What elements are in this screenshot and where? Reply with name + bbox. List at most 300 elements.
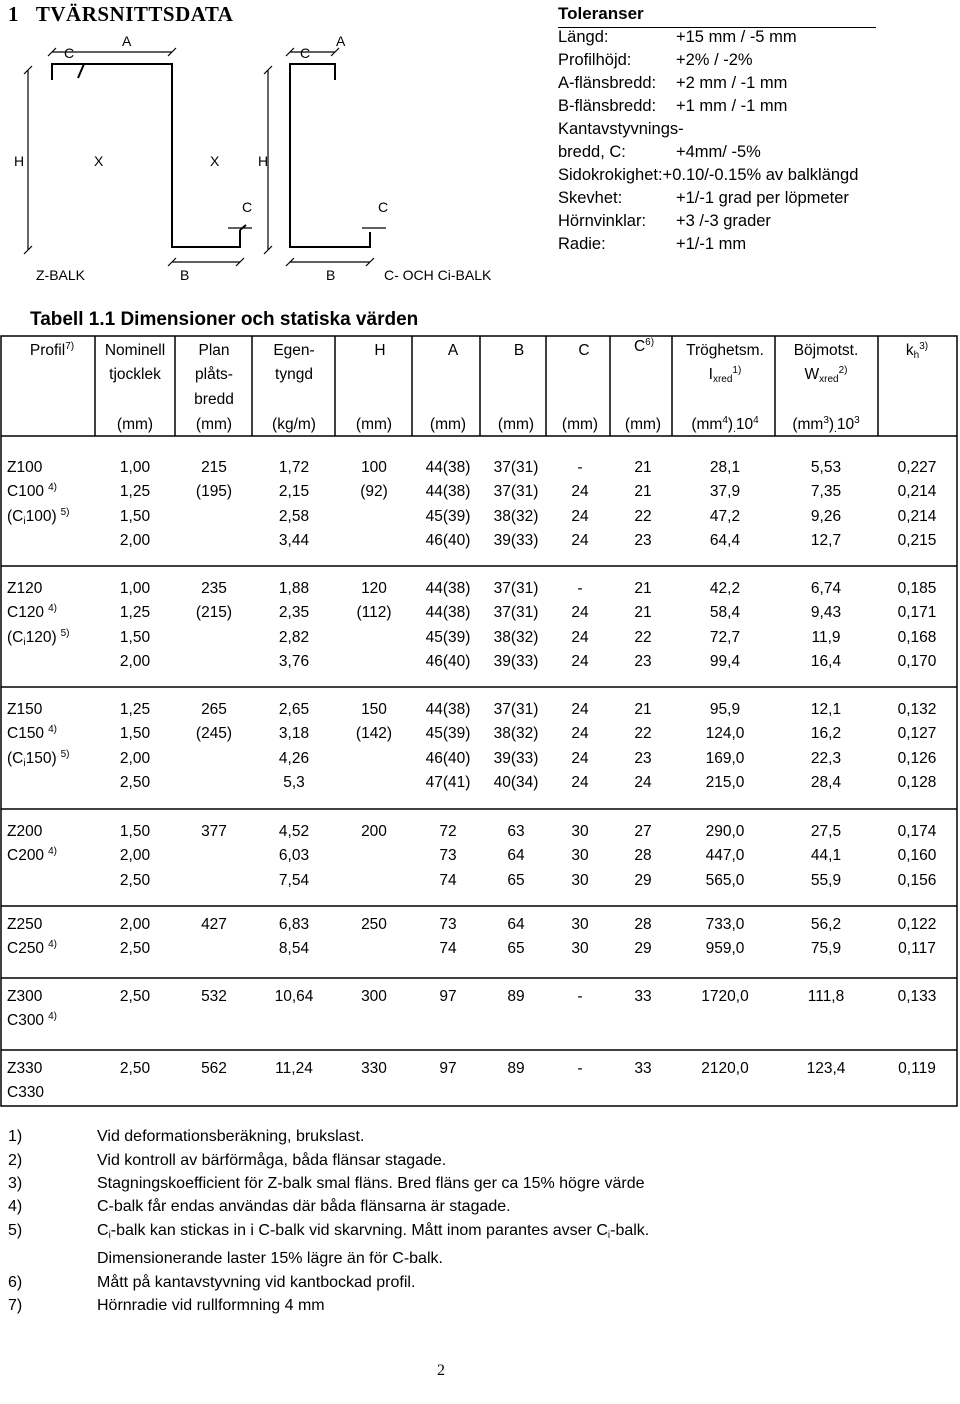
cell-c: - xyxy=(577,988,583,1005)
hdr-h: H xyxy=(374,342,386,359)
cell-c: 30 xyxy=(571,823,589,840)
profile-label xyxy=(7,508,70,526)
cell-plan: 377 xyxy=(201,823,227,840)
cell-plan: (245) xyxy=(195,725,233,743)
cell-plan: 215 xyxy=(201,459,227,476)
cell-b: 63 xyxy=(507,823,525,840)
tolerance-label: B-flänsbredd: xyxy=(558,97,657,115)
cell-c6: 21 xyxy=(634,580,652,597)
cell-ixred: 169,0 xyxy=(705,749,745,767)
cell-tjocklek: 2,00 xyxy=(119,847,151,865)
hdr-unit-w: $(mm^3)_.10^3$ xyxy=(792,415,860,435)
cell-b: 64 xyxy=(507,847,525,865)
cell-kh: 0,227 xyxy=(897,459,937,476)
cell-h: 330 xyxy=(361,1060,387,1077)
cell-a: 73 xyxy=(439,916,457,933)
cell-tjocklek: 1,50 xyxy=(119,507,151,525)
tolerance-value: +15 mm / -5 mm xyxy=(676,28,797,46)
cell-c6: 22 xyxy=(634,725,652,743)
cell-ixred: 1720,0 xyxy=(701,988,749,1005)
c-profile-shape xyxy=(290,64,370,247)
cell-kh: 0,132 xyxy=(897,701,937,718)
cell-h: 200 xyxy=(361,823,387,840)
cell-a: 44(38) xyxy=(425,604,471,622)
cell-b: 37(31) xyxy=(493,459,539,476)
cell-kh: 0,126 xyxy=(897,749,937,767)
hdr-c: C xyxy=(578,342,590,359)
cell-ixred: 58,4 xyxy=(709,604,741,622)
cell-kh: 0,214 xyxy=(897,507,937,525)
cell-tjocklek: 1,50 xyxy=(119,725,151,743)
footnote-number: 4) xyxy=(8,1198,23,1215)
cell-ixred: 959,0 xyxy=(705,940,745,958)
section-number: 1 xyxy=(8,2,19,26)
hdr-c6: $C^{6)}$ xyxy=(633,337,655,355)
cell-c: 30 xyxy=(571,940,589,958)
label-h-c: H xyxy=(258,153,269,169)
cell-egen: 2,82 xyxy=(278,628,310,646)
cell-kh: 0,156 xyxy=(897,871,937,889)
footnote-text: Vid kontroll av bärförmåga, båda flänsar stagade. xyxy=(97,1152,447,1169)
hdr-unit-tjocklek: (mm) xyxy=(116,416,154,433)
cell-ixred: 565,0 xyxy=(705,871,745,889)
cell-b: 38(32) xyxy=(493,725,539,743)
cell-wxred: 111,8 xyxy=(807,988,845,1005)
label-b-z: B xyxy=(180,267,190,283)
profile-label xyxy=(7,916,42,934)
footnote-text: Stagningskoefficient för Z-balk smal fläns. Bred fläns ger ca 15% högre värde xyxy=(97,1175,645,1192)
cell-c6: 23 xyxy=(634,652,652,670)
cell-egen: 2,58 xyxy=(278,507,310,525)
cell-egen: 3,44 xyxy=(278,531,310,549)
cell-kh: 0,170 xyxy=(897,652,937,670)
cell-egen: 3,76 xyxy=(278,652,310,670)
cell-tjocklek: 1,50 xyxy=(119,823,151,840)
cell-wxred: 16,4 xyxy=(810,652,842,670)
cell-tjocklek: 2,50 xyxy=(119,988,151,1005)
hdr-unit-plan: (mm) xyxy=(195,416,233,433)
cell-a: 72 xyxy=(439,823,457,840)
cell-h: 100 xyxy=(361,459,387,476)
footnote-part: -balk kan stickas in i C-balk vid skarvning. Mått inom parantes avser C xyxy=(110,1222,608,1239)
cell-egen: 2,15 xyxy=(278,483,310,501)
tolerance-value: +3 /-3 grader xyxy=(676,212,771,230)
tolerance-value: +1/-1 grad per löpmeter xyxy=(676,189,849,207)
cell-egen: 11,24 xyxy=(275,1060,313,1077)
cell-tjocklek: 2,00 xyxy=(119,652,151,670)
cell-c: - xyxy=(577,1060,583,1077)
footnote-sub: i xyxy=(607,1230,611,1241)
label-c-z2: C xyxy=(242,199,253,215)
cell-wxred: 28,4 xyxy=(810,773,842,791)
profile-label xyxy=(7,1084,44,1102)
cell-h: 300 xyxy=(361,988,387,1005)
hdr-a: A xyxy=(447,342,459,359)
profile-label-text: (C xyxy=(7,507,24,525)
cell-c6: 29 xyxy=(634,871,652,889)
footnote-part: -balk. xyxy=(610,1222,650,1239)
cell-wxred: 75,9 xyxy=(810,940,842,958)
cell-ixred: 42,2 xyxy=(709,580,741,597)
table-title: Tabell 1.1 Dimensioner och statiska värden xyxy=(30,309,419,330)
footnote-text: C-balk får endas användas där båda flänsarna är stagade. xyxy=(97,1198,511,1215)
cell-plan: (215) xyxy=(195,604,233,622)
cell-ixred: 290,0 xyxy=(705,823,745,840)
tolerance-value: +2% / -2% xyxy=(676,51,753,69)
cell-c6: 28 xyxy=(634,847,652,865)
profile-label-text: Z120 xyxy=(7,580,43,597)
cell-h: (112) xyxy=(356,604,392,622)
cell-h: 120 xyxy=(361,580,387,597)
profile-label-sup: 5) xyxy=(60,506,70,518)
tolerance-value: +2 mm / -1 mm xyxy=(676,74,788,92)
cell-wxred: 44,1 xyxy=(810,847,842,865)
hdr-egen: Egen- xyxy=(273,342,315,359)
profile-label xyxy=(7,604,57,622)
hdr-b: B xyxy=(513,342,525,359)
cell-kh: 0,168 xyxy=(897,628,937,646)
profile-label-sup: 4) xyxy=(48,846,57,858)
hdr-bojmotst: Böjmotst. xyxy=(793,342,859,359)
tolerance-label: Skevhet: xyxy=(558,189,623,207)
hdr-unit-b: (mm) xyxy=(497,416,535,433)
cell-b: 65 xyxy=(507,940,525,958)
cell-egen: 10,64 xyxy=(274,988,314,1005)
cell-kh: 0,119 xyxy=(898,1060,936,1077)
profile-label-text: Z100 xyxy=(7,459,43,476)
cell-tjocklek: 1,25 xyxy=(119,604,151,622)
hdr-bredd: bredd xyxy=(194,391,234,408)
cell-kh: 0,128 xyxy=(897,773,937,791)
cell-c: 24 xyxy=(571,628,589,646)
cell-a: 44(38) xyxy=(425,580,471,597)
tolerance-label: Sidokrokighet:+0.10/-0.15% av balklängd xyxy=(558,166,859,184)
label-x-z2: X xyxy=(210,153,220,169)
label-a-z: A xyxy=(122,33,132,49)
cell-tjocklek: 2,00 xyxy=(119,531,151,549)
cell-egen: 4,26 xyxy=(278,749,310,767)
cell-kh: 0,117 xyxy=(898,940,936,958)
hdr-unit-c: (mm) xyxy=(561,416,599,433)
cell-plan: (195) xyxy=(195,483,233,501)
tolerance-label: bredd, C: xyxy=(558,143,626,161)
caption-c-balk: C- OCH Ci-BALK xyxy=(384,267,492,283)
label-h-z: H xyxy=(14,153,25,169)
cell-egen: 3,18 xyxy=(278,725,310,743)
cell-egen: 5,3 xyxy=(283,773,305,791)
cell-ixred: 47,2 xyxy=(709,507,741,525)
footnote-number: 7) xyxy=(8,1297,23,1314)
profile-label-text: Z300 xyxy=(7,988,43,1005)
cell-egen: 4,52 xyxy=(278,823,310,840)
tolerance-value: +1 mm / -1 mm xyxy=(676,97,788,115)
cell-a: 74 xyxy=(439,940,457,958)
cell-ixred: 447,0 xyxy=(705,847,745,865)
cell-c6: 27 xyxy=(634,823,652,840)
profile-label xyxy=(7,629,70,647)
cell-a: 44(38) xyxy=(425,459,471,476)
tolerance-label: Hörnvinklar: xyxy=(558,212,647,230)
cell-c6: 22 xyxy=(634,507,652,525)
cell-wxred: 11,9 xyxy=(811,628,841,646)
cell-h: (92) xyxy=(360,483,388,501)
cell-tjocklek: 2,50 xyxy=(119,773,151,791)
cell-b: 37(31) xyxy=(493,604,539,622)
profile-label xyxy=(7,823,42,841)
cell-tjocklek: 2,50 xyxy=(119,940,151,958)
tolerance-value: +4mm/ -5% xyxy=(676,143,761,161)
hdr-unit-c6: (mm) xyxy=(624,416,662,433)
cell-ixred: 72,7 xyxy=(709,628,741,646)
cell-wxred: 22,3 xyxy=(810,749,842,767)
profile-label xyxy=(7,1060,42,1078)
cell-b: 37(31) xyxy=(493,701,539,718)
cell-egen: 1,88 xyxy=(278,580,310,597)
cell-wxred: 56,2 xyxy=(810,916,842,933)
footnote-number: 1) xyxy=(8,1128,23,1145)
cell-plan: 235 xyxy=(201,580,227,597)
profile-label-text: C200 xyxy=(7,847,45,865)
footnote-number: 3) xyxy=(8,1175,23,1192)
cell-tjocklek: 1,25 xyxy=(119,701,151,718)
cell-b: 38(32) xyxy=(493,628,539,646)
cell-ixred: 95,9 xyxy=(709,701,741,718)
label-a-c: A xyxy=(336,33,346,49)
profile-label xyxy=(7,847,57,865)
cell-a: 46(40) xyxy=(425,531,471,549)
cell-a: 97 xyxy=(439,988,457,1005)
cell-a: 74 xyxy=(439,871,457,889)
cell-a: 47(41) xyxy=(425,773,471,791)
profile-label xyxy=(7,701,42,719)
cell-tjocklek: 1,50 xyxy=(119,628,151,646)
cell-c: 24 xyxy=(571,773,589,791)
tolerances-title: Toleranser xyxy=(558,4,644,23)
cell-kh: 0,133 xyxy=(897,988,937,1005)
cell-egen: 2,35 xyxy=(278,604,310,622)
profile-label-sup: 5) xyxy=(60,748,70,760)
profile-label-sup: 5) xyxy=(60,627,70,639)
cell-kh: 0,122 xyxy=(897,916,937,933)
cell-wxred: 7,35 xyxy=(810,483,842,501)
cell-a: 45(39) xyxy=(425,628,471,646)
label-b-c: B xyxy=(326,267,336,283)
tolerance-label: Radie: xyxy=(558,235,606,253)
cell-c: 24 xyxy=(571,483,589,501)
profile-label xyxy=(7,750,70,768)
label-c-z: C xyxy=(64,45,75,61)
hdr-plan: Plan xyxy=(198,342,230,359)
tolerance-value: +1/-1 mm xyxy=(676,235,747,253)
cell-wxred: 5,53 xyxy=(810,459,842,476)
cell-egen: 7,54 xyxy=(278,871,310,889)
profile-label-text: C150 xyxy=(7,725,45,743)
cell-wxred: 55,9 xyxy=(810,871,842,889)
profile-label xyxy=(7,1012,57,1030)
cell-kh: 0,127 xyxy=(897,725,937,743)
cell-egen: 2,65 xyxy=(278,701,310,718)
cell-a: 44(38) xyxy=(425,701,471,718)
profile-label-sup: 4) xyxy=(48,603,57,615)
footnote-part: C xyxy=(97,1222,109,1239)
tolerance-label: Profilhöjd: xyxy=(558,51,632,69)
cell-b: 38(32) xyxy=(493,507,539,525)
hdr-ixred: $I_{xred}^{1)}$ xyxy=(708,365,742,385)
cell-c6: 21 xyxy=(634,483,652,501)
profile-label-text: Z330 xyxy=(7,1060,43,1077)
footnote-text: Dimensionerande laster 15% lägre än för C-balk. xyxy=(97,1250,443,1267)
hdr-nominell: Nominell xyxy=(104,342,166,359)
footnote-number: 2) xyxy=(8,1152,23,1169)
cell-egen: 8,54 xyxy=(278,940,310,958)
cell-tjocklek: 2,50 xyxy=(119,1060,151,1077)
dimension-table xyxy=(0,335,958,1404)
cell-c6: 23 xyxy=(634,531,652,549)
profile-label-text: (C xyxy=(7,628,24,646)
cell-wxred: 16,2 xyxy=(810,725,842,743)
profile-label-tail: 120) xyxy=(25,628,57,646)
cell-ixred: 215,0 xyxy=(705,773,745,791)
cell-b: 40(34) xyxy=(493,773,539,791)
cell-tjocklek: 1,25 xyxy=(119,483,151,501)
cell-ixred: 733,0 xyxy=(705,916,745,933)
section-heading xyxy=(8,2,233,27)
cell-plan: 427 xyxy=(201,916,227,933)
cell-h: 250 xyxy=(361,916,387,933)
profile-label-text: (C xyxy=(7,749,24,767)
profile-label-text: C120 xyxy=(7,604,45,622)
tolerance-label: A-flänsbredd: xyxy=(558,74,657,92)
cell-a: 44(38) xyxy=(425,483,471,501)
cell-ixred: 2120,0 xyxy=(701,1060,749,1077)
cell-c6: 29 xyxy=(634,940,652,958)
cell-c: 24 xyxy=(571,725,589,743)
cell-c6: 21 xyxy=(634,604,652,622)
profile-label-text: Z200 xyxy=(7,823,43,840)
profile-label-sup: 4) xyxy=(48,482,57,494)
cell-wxred: 12,1 xyxy=(810,701,842,718)
cell-b: 37(31) xyxy=(493,580,539,597)
cell-c: 30 xyxy=(571,916,589,933)
profile-label-sub: i xyxy=(23,757,26,769)
footnote-sub: i xyxy=(108,1230,111,1241)
tolerance-label: Kantavstyvnings- xyxy=(558,120,684,138)
hdr-unit-tyngd: (kg/m) xyxy=(272,416,316,433)
cell-plan: 562 xyxy=(201,1060,227,1077)
cell-h: (142) xyxy=(355,725,393,743)
profile-label-text: C100 xyxy=(7,483,45,501)
cell-kh: 0,174 xyxy=(897,823,937,840)
footnote-text xyxy=(97,1222,649,1240)
caption-z-balk: Z-BALK xyxy=(36,267,86,283)
profile-label-sup: 4) xyxy=(48,724,57,736)
hdr-unit-i: $(mm^4)_.10^4$ xyxy=(691,415,759,435)
cell-a: 45(39) xyxy=(425,507,471,525)
hdr-profil: Profil$^{7)}$ xyxy=(29,341,75,359)
tolerance-label: Längd: xyxy=(558,28,609,46)
cell-a: 45(39) xyxy=(425,725,471,743)
footnote-text: Hörnradie vid rullformning 4 mm xyxy=(97,1297,325,1314)
cell-b: 39(33) xyxy=(493,531,539,549)
cell-wxred: 123,4 xyxy=(806,1060,846,1077)
section-title: TVÄRSNITTSDATA xyxy=(35,2,234,26)
cell-a: 46(40) xyxy=(425,749,471,767)
footnote-number: 6) xyxy=(8,1274,23,1291)
cell-wxred: 6,74 xyxy=(810,580,842,597)
cell-egen: 6,83 xyxy=(278,916,310,933)
profile-label-text: Z150 xyxy=(7,701,43,718)
cell-kh: 0,214 xyxy=(897,483,937,501)
label-c-c2: C xyxy=(378,199,389,215)
hdr-wxred: $W_{xred}^{2)}$ xyxy=(804,365,848,385)
profile-label-text: C250 xyxy=(7,940,45,958)
cell-c: 24 xyxy=(571,531,589,549)
cell-b: 37(31) xyxy=(493,483,539,501)
cell-c6: 22 xyxy=(634,628,652,646)
profile-label-text: Z250 xyxy=(7,916,43,933)
profile-label xyxy=(7,940,57,958)
hdr-unit-a: (mm) xyxy=(429,416,467,433)
cell-wxred: 9,43 xyxy=(810,604,842,622)
cell-c6: 21 xyxy=(634,701,652,718)
hdr-unit-h: (mm) xyxy=(355,416,393,433)
cell-tjocklek: 1,00 xyxy=(119,459,151,476)
cell-c: 24 xyxy=(571,507,589,525)
hdr-troghetsm: Tröghetsm. xyxy=(686,342,764,359)
profile-label-sup: 4) xyxy=(48,939,57,951)
cell-a: 73 xyxy=(439,847,457,865)
cell-kh: 0,171 xyxy=(897,604,937,622)
hdr-platsbredd: plåts- xyxy=(195,366,233,383)
cell-ixred: 64,4 xyxy=(709,531,741,549)
profile-label-text: C330 xyxy=(7,1084,45,1102)
profile-label-tail: 150) xyxy=(25,749,57,767)
profile-label-sub: i xyxy=(23,515,26,527)
label-x-z1: X xyxy=(94,153,104,169)
cell-c: 24 xyxy=(571,652,589,670)
cell-b: 39(33) xyxy=(493,652,539,670)
profile-label xyxy=(7,580,42,598)
cell-ixred: 124,0 xyxy=(705,725,745,743)
cell-b: 89 xyxy=(507,988,525,1005)
profile-label xyxy=(7,988,42,1006)
profile-label-text: C300 xyxy=(7,1012,45,1030)
page-number: 2 xyxy=(437,1362,445,1379)
footnote-text: Vid deformationsberäkning, brukslast. xyxy=(97,1128,365,1145)
cell-c: - xyxy=(577,459,583,476)
cell-egen: 6,03 xyxy=(278,847,310,865)
cell-c: - xyxy=(577,580,583,597)
cell-wxred: 9,26 xyxy=(810,507,842,525)
cell-ixred: 99,4 xyxy=(709,652,741,670)
cell-b: 89 xyxy=(507,1060,525,1077)
cell-ixred: 37,9 xyxy=(709,483,741,501)
cell-c: 24 xyxy=(571,749,589,767)
cell-ixred: 28,1 xyxy=(709,459,741,476)
cell-tjocklek: 2,50 xyxy=(119,871,151,889)
cell-tjocklek: 1,00 xyxy=(119,580,151,597)
profile-label-sub: i xyxy=(23,636,26,648)
cell-b: 64 xyxy=(507,916,525,933)
footnote-text: Mått på kantavstyvning vid kantbockad profil. xyxy=(97,1274,416,1291)
cell-wxred: 27,5 xyxy=(810,823,842,840)
cell-wxred: 12,7 xyxy=(810,531,842,549)
cell-c6: 24 xyxy=(634,773,652,791)
cell-h: 150 xyxy=(361,701,387,718)
cell-c6: 33 xyxy=(634,1060,652,1077)
cell-c: 30 xyxy=(571,847,589,865)
cell-tjocklek: 2,00 xyxy=(119,916,151,933)
